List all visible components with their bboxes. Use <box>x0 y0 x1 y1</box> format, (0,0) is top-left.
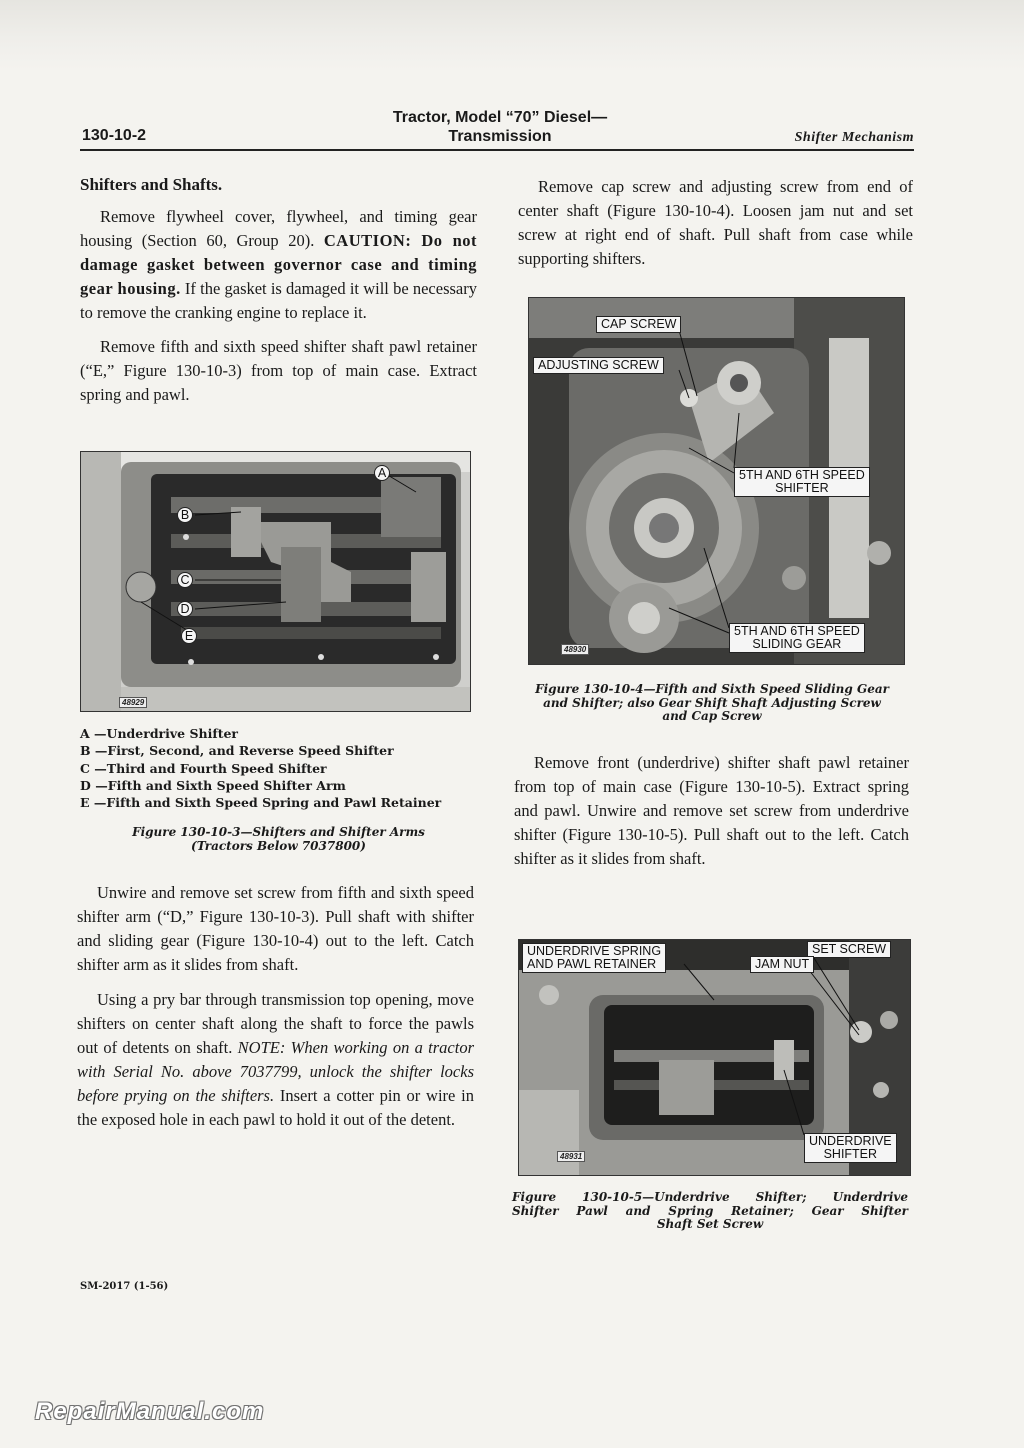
paragraph: Remove cap screw and adjusting screw from end of center shaft (Figure 130-10-4). Loosen jam nut and set screw at right end of shaft. Pull shaft from case while supporting shifters. <box>518 177 913 268</box>
note-text: NOTE: When working on a tractor with Serial No. above 7037799, unlock the shifter locks before prying on the shifters. <box>77 1038 474 1105</box>
callout-jam-nut: JAM NUT <box>750 956 814 973</box>
label-d: D <box>177 601 193 617</box>
figure-caption-4 <box>514 683 910 724</box>
callout-set-screw: SET SCREW <box>807 941 891 958</box>
caption-line: and Cap Screw <box>662 709 762 723</box>
legend-item: D —Fifth and Sixth Speed Shifter Arm <box>80 777 346 793</box>
caption-line: Figure 130-10-5—Underdrive Shifter; Underdrive <box>512 1190 908 1204</box>
label-a: A <box>374 465 390 481</box>
section-title: Shifter Mechanism <box>794 130 914 145</box>
paragraph: Remove front (underdrive) shifter shaft pawl retainer from top of main case (Figure 130-10-5). Extract spring and pawl. Unwire and remove set screw from underdrive shifter (Figure 130-10-5). Pull shaft out to the left. Catch shifter as it slides from shaft. <box>514 753 909 868</box>
watermark-logo: RepairManual.com <box>35 1398 265 1425</box>
scan-top-edge <box>0 0 1024 70</box>
section-heading: Shifters and Shafts. <box>80 175 223 194</box>
paragraph: Remove flywheel cover, flywheel, and timing gear housing (Section 60, Group 20). CAUTION: Do not damage gasket between governor case and timing gear housing. If the gasket is damaged it will be necessary to remove the cranking engine to replace it. <box>80 207 477 322</box>
legend-item: C —Third and Fourth Speed Shifter <box>80 760 327 776</box>
caption-line: Figure 130-10-4—Fifth and Sixth Speed Sliding Gear <box>535 682 889 696</box>
page-number: 130-10-2 <box>82 127 147 144</box>
document-code: SM-2017 (1-56) <box>80 1281 169 1292</box>
caption-line: (Tractors Below 7037800) <box>191 838 366 853</box>
paragraph: Unwire and remove set screw from fifth and sixth speed shifter arm (“D,” Figure 130-10-3). Pull shaft with shifter and sliding gear (Figure 130-10-4) out to the left. Catch shifter arm as it slides from shaft. <box>77 883 474 974</box>
callout-adjusting-screw: ADJUSTING SCREW <box>533 357 664 374</box>
right-column-top <box>518 175 913 271</box>
label-e: E <box>181 628 197 644</box>
callout-cap-screw: CAP SCREW <box>596 316 681 333</box>
left-column-bottom <box>77 881 474 1132</box>
paragraph: Using a pry bar through transmission top opening, move shifters on center shaft along the shaft to force the pawls out of detents on shaft. NOTE: When working on a tractor with Serial No. above 7037799, unlock the shifter locks before prying on the shifters. Insert a cotter pin or wire in the exposed hole in each pawl to hold it out of the detent. <box>77 990 474 1129</box>
label-leader-lines <box>81 452 470 711</box>
legend-item: B —First, Second, and Reverse Speed Shifter <box>80 743 394 759</box>
caption-line: Figure 130-10-3—Shifters and Shifter Arms <box>132 825 425 839</box>
page-title-line1: Tractor, Model “70” Diesel— <box>392 109 608 126</box>
paragraph: Remove fifth and sixth speed shifter shaft pawl retainer (“E,” Figure 130-10-3) from top of main case. Extract spring and pawl. <box>80 337 477 404</box>
figure-caption-5 <box>512 1191 908 1232</box>
callout-5th-6th-sliding-gear: 5TH AND 6TH SPEED SLIDING GEAR <box>729 623 865 653</box>
caution-text: CAUTION: Do not damage gasket between governor case and timing gear housing. <box>80 231 477 298</box>
page-title-line2: Transmission <box>448 128 552 145</box>
legend-item: E —Fifth and Sixth Speed Spring and Pawl Retainer <box>80 795 442 811</box>
label-b: B <box>177 507 193 523</box>
right-column-middle <box>514 751 909 871</box>
callout-underdrive-spring-pawl-retainer: UNDERDRIVE SPRING AND PAWL RETAINER <box>522 943 666 973</box>
caption-line: Shifter Pawl and Spring Retainer; Gear Shifter <box>512 1203 908 1218</box>
figure-photo-fifth-sixth-gear <box>528 297 905 665</box>
label-c: C <box>177 572 193 588</box>
callout-underdrive-shifter: UNDERDRIVE SHIFTER <box>804 1133 897 1163</box>
photo-number: 48931 <box>557 1151 585 1162</box>
figure-legend <box>80 725 441 811</box>
callout-5th-6th-shifter: 5TH AND 6TH SPEED SHIFTER <box>734 467 870 497</box>
legend-item: A —Underdrive Shifter <box>80 726 239 741</box>
figure-photo-underdrive <box>518 939 911 1176</box>
header-rule <box>80 149 914 151</box>
caption-line: and Shifter; also Gear Shift Shaft Adjusting Screw <box>543 695 881 710</box>
figure-photo-shifters <box>80 451 471 712</box>
page-title <box>300 108 700 146</box>
figure-caption-3 <box>80 826 477 853</box>
photo-number: 48929 <box>119 697 147 708</box>
caption-line: Shaft Set Screw <box>656 1217 764 1231</box>
left-column-top <box>80 173 477 407</box>
photo-number: 48930 <box>561 644 589 655</box>
